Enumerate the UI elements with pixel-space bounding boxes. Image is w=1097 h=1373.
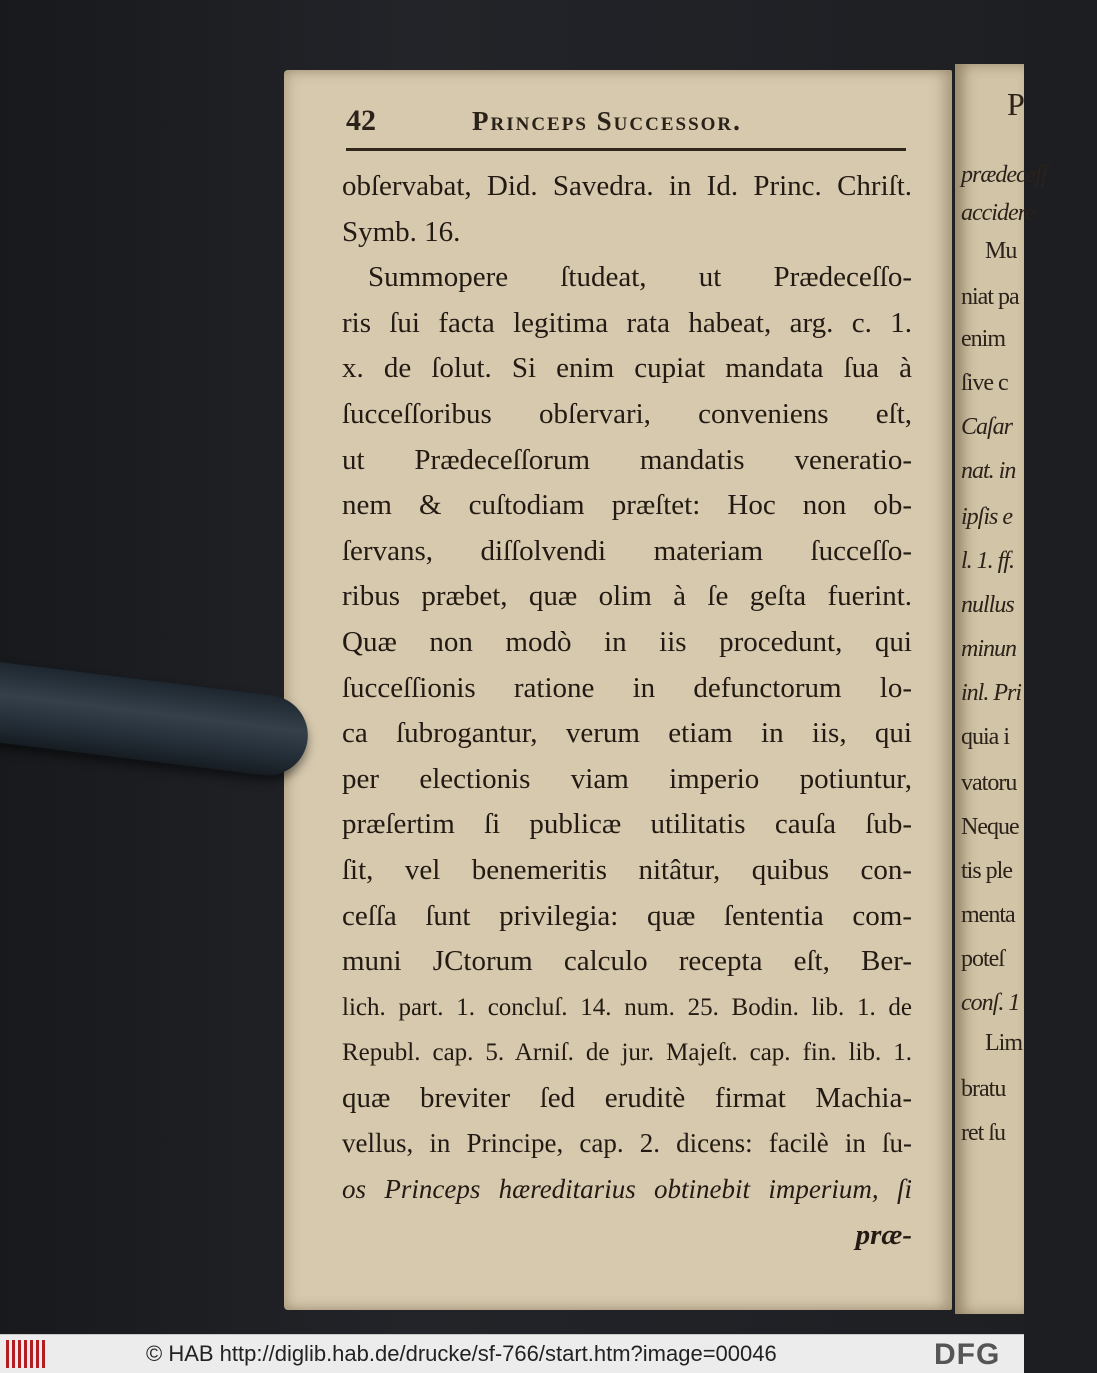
text-line: ſucceſſionis ratione in defunctorum lo-	[342, 671, 912, 704]
facing-page-head: P	[1007, 86, 1024, 122]
text-line: nem & cuſtodiam præſtet: Hoc non ob-	[342, 489, 912, 522]
text-line: ribus præbet, quæ olim à ſe geſta fuerint.	[342, 580, 912, 613]
facing-page-fragment: menta	[961, 902, 1015, 928]
text-line: Quæ non modò in iis procedunt, qui	[342, 625, 912, 658]
facing-page-fragment: conſ. 1	[961, 990, 1020, 1016]
text-line: ſervans, diſſolvendi materiam ſucceſſo-	[342, 534, 912, 567]
facing-page-fragment: Lim	[985, 1030, 1022, 1056]
footer-bar	[0, 1334, 1024, 1373]
facing-page-fragment: quia i	[961, 724, 1009, 750]
copyright-text: © HAB http://diglib.hab.de/drucke/sf-766/start.htm?image=00046	[146, 1341, 777, 1366]
catchword: præ-	[855, 1218, 912, 1251]
text-line: ris ſui facta legitima rata habeat, arg. c. 1.	[342, 306, 912, 339]
facing-page-fragment: ipſis e	[961, 504, 1012, 530]
text-line: vellus, in Principe, cap. 2. dicens: facilè in ſu-	[342, 1128, 912, 1159]
page-number: 42	[346, 104, 376, 137]
book-page	[284, 70, 952, 1310]
text-line: præſertim ſi publicæ utilitatis cauſa ſub-	[342, 808, 912, 841]
text-line: Summopere ſtudeat, ut Prædeceſſo-	[368, 261, 912, 294]
text-line: Republ. cap. 5. Arniſ. de jur. Majeſt. cap. fin. lib. 1.	[342, 1039, 912, 1067]
text-line: ſit, vel benemeritis nitâtur, quibus con-	[342, 853, 912, 886]
facing-page-fragment: l. 1. ff.	[961, 548, 1015, 574]
text-line: per electionis viam imperio potiuntur,	[342, 762, 912, 795]
facing-page-fragment: Caſar	[961, 414, 1013, 440]
text-line: muni JCtorum calculo recepta eſt, Ber-	[342, 945, 912, 978]
facing-page-edge	[955, 64, 1047, 1314]
running-title: Princeps Successor.	[472, 106, 742, 136]
text-line: Symb. 16.	[342, 215, 461, 248]
text-line: quæ breviter ſed eruditè firmat Machia-	[342, 1081, 912, 1114]
facing-page-fragment: Neque	[961, 814, 1019, 840]
facing-page-fragment: vatoru	[961, 770, 1017, 796]
text-line: obſervabat, Did. Savedra. in Id. Princ. Chriſt.	[342, 170, 912, 202]
facing-page-fragment: bratu	[961, 1076, 1006, 1102]
text-line: x. de ſolut. Si enim cupiat mandata ſua à	[342, 352, 912, 385]
header-rule	[346, 148, 906, 151]
text-line: ca ſubrogantur, verum etiam in iis, qui	[342, 717, 912, 750]
text-line: ceſſa ſunt privilegia: quæ ſententia com-	[342, 899, 912, 932]
text-line: lich. part. 1. concluſ. 14. num. 25. Bodin. lib. 1. de	[342, 993, 912, 1021]
hab-logo-icon	[6, 1340, 46, 1368]
running-head	[346, 104, 906, 144]
facing-page-fragment: niat pa	[961, 284, 1019, 310]
facing-page-fragment: enim	[961, 326, 1005, 352]
facing-page-fragment: nat. in	[961, 458, 1016, 484]
facing-page-fragment: prædeceſſ	[961, 162, 1047, 188]
text-block	[342, 164, 912, 1258]
facing-page-fragment: ſive c	[961, 370, 1008, 396]
dfg-logo: DFG	[934, 1338, 1001, 1371]
facing-page-fragment: poteſ	[961, 946, 1004, 972]
text-line: ſucceſſoribus obſervari, conveniens eſt,	[342, 397, 912, 430]
facing-page-fragment: ret ſu	[961, 1120, 1005, 1146]
facing-page-fragment: nullus	[961, 592, 1014, 618]
facing-page-fragment: Mu	[985, 238, 1017, 264]
facing-page-fragment: tis ple	[961, 858, 1012, 884]
facing-page-fragment: inl. Pri	[961, 680, 1022, 706]
facing-page-fragment: minun	[961, 636, 1016, 662]
text-line: ut Prædeceſſorum mandatis veneratio-	[342, 443, 912, 476]
text-line: os Princeps hæreditarius obtinebit imperium, ſi	[342, 1174, 912, 1205]
facing-page-fragment: accidere	[961, 200, 1035, 226]
